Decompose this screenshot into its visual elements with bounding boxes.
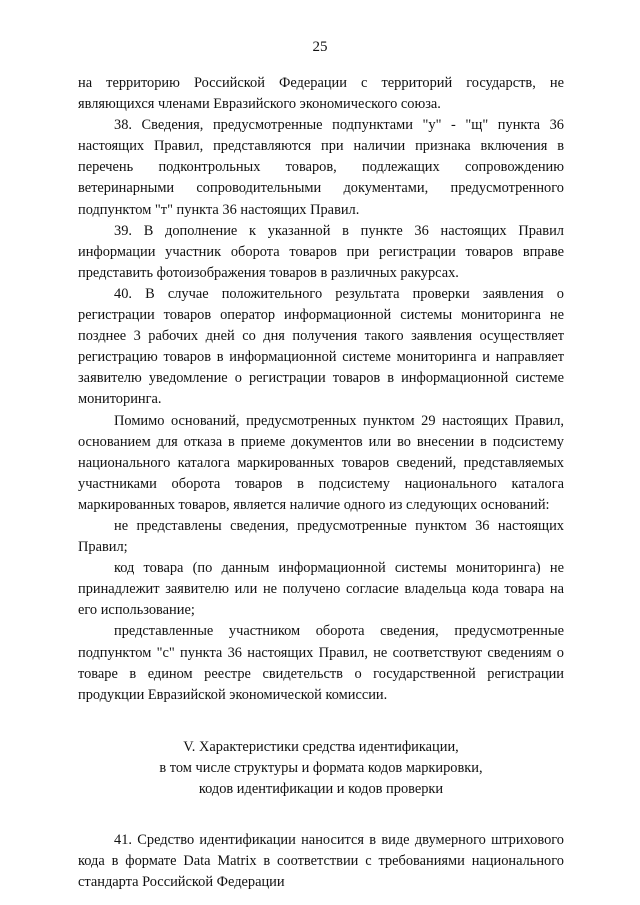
section-heading-line: кодов идентификации и кодов проверки [198, 781, 444, 797]
paragraph-item-41: 41. Средство идентификации наносится в виде двумерного штрихового кода в формате Data Matrix в соответствии с требованиями национального стандарта Российской Федерации [78, 832, 564, 891]
paragraph: на территорию Российской Федерации с территорий государств, не являющихся членами Евразийского экономического союза. [78, 75, 564, 113]
paragraph: Помимо оснований, предусмотренных пунктом 29 настоящих Правил, основанием для отказа в приеме документов или во внесении в подсистему национального каталога маркированных товаров сведений, представляемых участниками оборота товаров в подсистему национального каталога маркированных товаров, является наличие одного из следующих оснований: [78, 412, 564, 513]
section-heading-line: V. Характеристики средства идентификации, [183, 738, 459, 755]
paragraphs-after-heading [78, 830, 564, 893]
section-heading [78, 737, 564, 800]
page-number: 25 [312, 39, 328, 55]
paragraph-item-40: 40. В случае положительного результата проверки заявления о регистрации товаров оператор информационной системы мониторинга не позднее 3 рабочих дней со дня получения такого заявления осуществляет регистрацию товаров в информационной системе мониторинга и направляет заявителю уведомление о регистрации товаров в информационной системе мониторинга. [78, 285, 564, 408]
list-item: представленные участником оборота сведения, предусмотренные подпунктом "с" пункта 36 настоящих Правил, не соответствуют сведениям о товаре в едином реестре свидетельств о государственной регистрации продукции Евразийской экономической комиссии. [78, 623, 564, 703]
paragraph-item-39: 39. В дополнение к указанной в пункте 36 настоящих Правил информации участник оборота товаров при регистрации товаров вправе представить фотоизображения товаров в различных ракурсах. [78, 222, 564, 281]
list-item: не представлены сведения, предусмотренные пунктом 36 настоящих Правил; [78, 517, 564, 556]
list-item: код товара (по данным информационной системы мониторинга) не принадлежит заявителю или не получено согласие владельца кода товара на его использование; [78, 560, 564, 619]
paragraphs-before-heading [78, 73, 564, 706]
paragraph-item-38: 38. Сведения, предусмотренные подпунктами "у" - "щ" пункта 36 настоящих Правил, представляются при наличии признака включения в перечень подконтрольных товаров, подлежащих сопровождению ветеринарными сопроводительными документами, предусмотренного подпунктом "т" пункта 36 настоящих Правил. [78, 117, 564, 218]
document-body [78, 73, 564, 893]
section-heading-line: в том числе структуры и формата кодов маркировки, [159, 759, 483, 776]
